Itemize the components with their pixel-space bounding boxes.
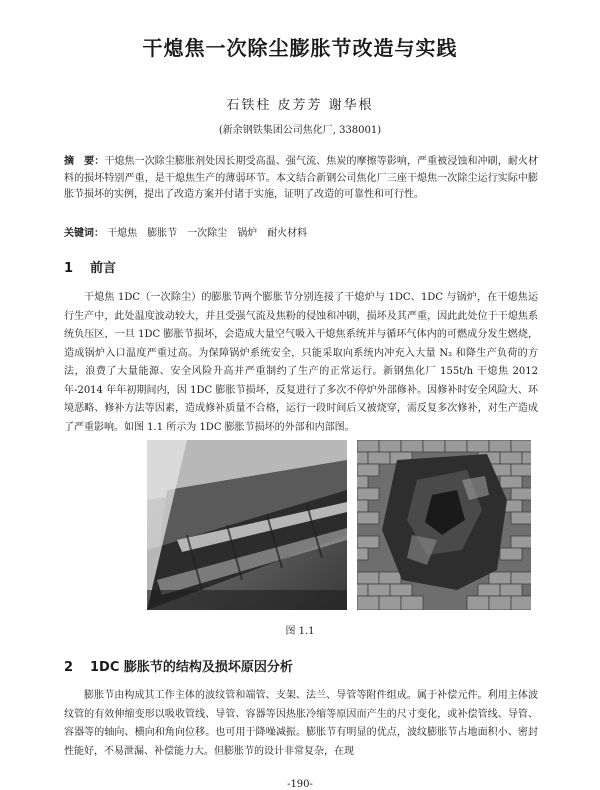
figure-photo-internal [357, 440, 531, 610]
section-1-title: 前言 [90, 261, 117, 276]
figure-photo-external [147, 440, 347, 610]
keyword: 一次除尘 [187, 228, 228, 239]
section-2-paragraph: 膨胀节由构成其工作主体的波纹管和端管、支架、法兰、导管等附件组成。属于补偿元件。利用主体波纹管的有效伸缩变形以吸收管线、导管、容器等因热胀冷缩等原因而产生的尺寸变化，或补偿管线、导管、容器等的轴向、横向和角向位移。也可用于降噪减振。膨胀节有明显的优点，波纹膨胀节占地面积小、密封性能好，不易泄漏、补偿能力大。但膨胀节的设计非常复杂，在现 [64, 690, 538, 757]
figure-caption: 图 1.1 [285, 626, 315, 637]
abstract-label: 摘 要： [64, 156, 105, 167]
authors: 石铁柱 皮芳芳 谢华根 [226, 98, 374, 113]
section-1-number: 1 [64, 261, 74, 276]
keywords [64, 224, 538, 239]
section-2-number: 2 [64, 660, 74, 675]
keyword: 干熄焦 [107, 228, 138, 239]
section-2-heading [64, 656, 293, 675]
abstract-text: 干熄焦一次除尘膨胀剂处因长期受高温、强气流、焦炭的摩擦等影响，严重被浸蚀和冲刷，耐火材料的损坏特别严重，是干熄焦生产的薄弱环节。本文结合新钢公司焦化厂三座干熄焦一次除尘运行实际中膨胀节损坏的实例，提出了改造方案并付诸于实施，证明了改造的可靠性和可行性。 [64, 156, 539, 200]
keyword: 耐火材料 [267, 228, 308, 239]
page-number: -190- [287, 779, 313, 790]
section-1-heading [64, 257, 116, 276]
paper-title: 干熄焦一次除尘膨胀节改造与实践 [142, 36, 458, 60]
keywords-label: 关键词： [64, 228, 104, 239]
affiliation: (新余钢铁集团公司焦化厂, 338001) [218, 125, 382, 136]
abstract [64, 154, 538, 204]
keyword: 锅炉 [237, 228, 258, 239]
section-1-paragraph: 干熄焦 1DC（一次除尘）的膨胀节两个膨胀节分别连接了干熄炉与 1DC、1DC 与锅炉，在干熄焦运行生产中，此处温度波动较大，并且受强气流及焦粉的侵蚀和冲刷，损坏及其严重，因此此处位于干熄焦系统负压区，一旦 1DC 膨胀节损坏，会造成大量空气吸入干熄焦系统并与循环气体内的可燃成分发生燃烧，造成锅炉入口温度严重过高。为保障锅炉系统安全，只能采取向系统内冲充入大量 N₂ 和降生产负荷的方法，浪费了大量能源、安全风险升高并严重制约了生产的正常运行。新钢焦化厂 155t/h 干熄焦 2012 年-2014 年年初期间内，因 1DC 膨胀节损坏，反复进行了多次不停炉外部修补。因修补时安全风险大、环境恶略、修补方法等因素，造成修补质量不合格，运行一段时间后又被烧穿，需反复多次修补，对生产造成了严重影响。如图 1.1 所示为 1DC 膨胀节损坏的外部和内部图。 [64, 292, 538, 433]
section-2-title: 1DC 膨胀节的结构及损坏原因分析 [90, 660, 293, 675]
keyword: 膨胀节 [147, 228, 178, 239]
